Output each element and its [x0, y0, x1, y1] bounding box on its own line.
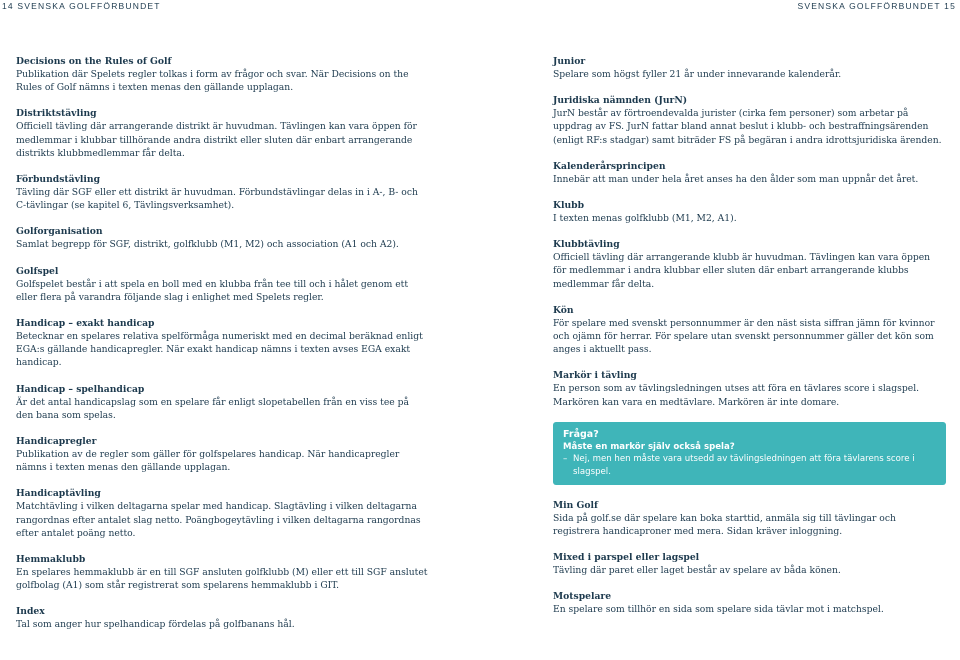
entry-term: Handicap – spelhandicap [16, 383, 145, 395]
entry-definition: En spelare som tillhör en sida som spelare sida tävlar mot i matchspel. [553, 604, 884, 616]
entry-term: Junior [553, 56, 586, 67]
glossary-entry [16, 173, 428, 212]
entry-definition: Publikation av de regler som gäller för golfspelares handicap. När handicapregler nämns i texten menas den gällande upplagan. [16, 449, 400, 474]
glossary-entry [553, 199, 945, 225]
glossary-entry [553, 590, 945, 616]
entry-term: Min Golf [553, 499, 598, 511]
page-number-left: 14 SVENSKA GOLFFÖRBUNDET [2, 1, 161, 11]
glossary-entry [16, 383, 428, 422]
glossary-entry [553, 499, 945, 538]
entry-definition: Samlat begrepp för SGF, distrikt, golfklubb (M1, M2) och association (A1 och A2). [16, 239, 399, 251]
entry-term: Förbundstävling [16, 174, 100, 186]
glossary-entry [553, 304, 945, 357]
entry-definition: Matchtävling i vilken deltagarna spelar med handicap. Slagtävling i vilken deltagarna rangordnas efter antalet slag netto. Poängbogeytävling i vilken deltagarna rangordnas efter antalet poäng netto. [16, 501, 421, 539]
entry-term: Klubbtävling [553, 239, 620, 251]
callout-title: Fråga? [563, 428, 599, 440]
entry-term: Klubb [553, 200, 585, 212]
entry-definition: Sida på golf.se där spelare kan boka starttid, anmäla sig till tävlingar och registrera handicaproner med mera. Sidan kräver inloggning. [553, 512, 896, 538]
entry-term: Handicap – exakt handicap [16, 318, 155, 330]
glossary-entry [16, 317, 428, 370]
entry-definition: Tävling där paret eller laget består av spelare av båda könen. [553, 565, 841, 577]
entry-definition: Officiell tävling där arrangerande distrikt är huvudman. Tävlingen kan vara öppen för medlemmar i klubbar tillhörande andra distrikt eller sluten där enbart arrangerande distrikts klubbmedlemmar får delta. [16, 121, 417, 159]
glossary-entry [16, 435, 428, 474]
glossary-entry [16, 605, 428, 631]
entry-definition: I texten menas golfklubb (M1, M2, A1). [553, 213, 737, 225]
entry-term: Golfspel [16, 265, 59, 277]
glossary-entry [16, 487, 428, 540]
entry-definition: Är det antal handicapslag som en spelare får enligt slopetabellen från en viss tee på den bana som spelas. [16, 396, 409, 421]
entry-term: Distriktstävling [16, 108, 97, 120]
entry-definition: Officiell tävling där arrangerande klubb är huvudman. Tävlingen kan vara öppen för medlemmar i andra klubbar eller sluten där enbart arrangerande klubbs medlemmar får delta. [553, 252, 931, 290]
entry-definition: Tävling där SGF eller ett distrikt är huvudman. Förbundstävlingar delas in i A-, B- och C-tävlingar (se kapitel 6, Tävlingsverksamhet). [16, 187, 418, 212]
glossary-entry [553, 369, 945, 408]
callout-answer: Nej, men hen måste vara utsedd av tävlingsledningen att föra tävlarens score i slagspel. [573, 453, 915, 477]
callout-question: Måste en markör själv också spela? [563, 441, 735, 452]
glossary-entry [16, 107, 428, 160]
entry-definition: Tal som anger hur spelhandicap fördelas på golfbanans hål. [16, 619, 295, 631]
entry-term: Handicapregler [16, 436, 97, 448]
left-column [16, 55, 428, 645]
entry-term: Handicaptävling [16, 488, 101, 500]
entry-term: Index [16, 606, 45, 618]
right-column [553, 55, 945, 630]
entry-term: Mixed i parspel eller lagspel [553, 552, 700, 564]
dash-bullet: – [563, 453, 568, 464]
entry-definition: JurN består av förtroendevalda jurister (cirka fem personer) som arbetar på uppdrag av FS. JurN fattar bland annat beslut i klubb- och bestraffningsärenden (enligt RF:s stadgar) samt biträder FS på begäran i andra idrottsjuridiska ärenden. [553, 108, 942, 146]
entry-term: Juridiska nämnden (JurN) [553, 95, 688, 107]
entry-definition: För spelare med svenskt personnummer är den näst sista siffran jämn för kvinnor och ojämn för herrar. För spelare utan svenskt personnummer gäller det kön som anges i aktuellt pass. [553, 317, 935, 356]
entry-term: Golforganisation [16, 226, 103, 238]
callout-answer-row [563, 453, 938, 479]
entry-term: Hemmaklubb [16, 554, 86, 566]
entry-definition: Golfspelet består i att spela en boll med en klubba från tee till och i hålet genom ett eller flera på varandra följande slag i enlighet med Spelets regler. [16, 278, 409, 303]
glossary-entry [16, 55, 428, 94]
entry-term: Kön [553, 304, 574, 316]
entry-definition: Betecknar en spelares relativa spelförmåga numeriskt med en decimal beräknad enligt EGA:s gällande handicapregler. När exakt handicap nämns i texten avses EGA exakt handicap. [16, 331, 423, 369]
entry-term: Motspelare [553, 591, 612, 603]
entry-term: Kalenderårsprincipen [553, 160, 666, 172]
glossary-entry [553, 160, 945, 186]
page-header [0, 0, 960, 14]
page-number-right: SVENSKA GOLFFÖRBUNDET 15 [797, 1, 956, 11]
glossary-entry [553, 94, 945, 147]
question-callout-box [553, 422, 946, 485]
glossary-entry [16, 225, 428, 251]
entry-term: Decisions on the Rules of Golf [16, 56, 172, 67]
glossary-entry [16, 553, 428, 592]
glossary-entry [553, 55, 945, 81]
entry-term: Markör i tävling [553, 370, 637, 382]
entry-definition: Spelare som högst fyller 21 år under innevarande kalenderår. [553, 69, 842, 80]
entry-definition: En spelares hemmaklubb är en till SGF ansluten golfklubb (M) eller ett till SGF anslutet golfbolag (A1) som står registrerat som spelarens hemmaklubb i GIT. [16, 567, 428, 592]
glossary-entry [553, 551, 945, 577]
entry-definition: En person som av tävlingsledningen utses att föra en tävlares score i slagspel. Markören kan vara en medtävlare. Markören är inte domare. [553, 383, 920, 408]
glossary-entry [16, 265, 428, 304]
entry-definition: Publikation där Spelets regler tolkas i form av frågor och svar. När Decisions on the Rules of Golf nämns i texten menas den gällande upplagan. [16, 69, 409, 94]
entry-definition: Innebär att man under hela året anses ha den ålder som man uppnår det året. [553, 173, 919, 185]
glossary-entry [553, 238, 945, 291]
